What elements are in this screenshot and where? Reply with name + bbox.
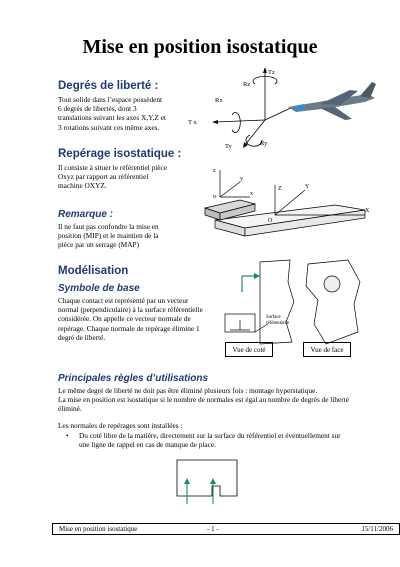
remarque-line: Il ne faut pas confondre la mise en (58, 222, 159, 231)
ty-label: Ty (225, 143, 232, 150)
piece-outline (177, 460, 237, 496)
principales-line: éliminé. (58, 404, 82, 414)
symbole-line: normal (perpendiculaire) à la surface référentielle (58, 305, 203, 315)
reperage-heading: Repérage isostatique : (58, 148, 182, 160)
page-title: Mise en position isostatique (82, 36, 318, 58)
modelisation-heading: Modélisation (58, 265, 129, 277)
remarque-heading: Remarque : (58, 209, 114, 220)
rappel-diagram (175, 458, 275, 506)
symbole-text (58, 296, 203, 342)
tz-label: Tz (268, 69, 275, 76)
vue-face-shape (306, 260, 360, 344)
z-big-label: Z (278, 186, 282, 192)
degres-heading: Degrés de liberté : (58, 80, 159, 92)
symbole-heading: Symbole de base (58, 283, 140, 294)
x-big-label: X (365, 208, 370, 214)
degres-line: 3 rotations suivant ces même axes. (58, 122, 160, 132)
principales-line: La mise en position est isostatique si le nombre de normales est égal au nombre de degrés de liberté (58, 395, 349, 405)
plane-icon (288, 82, 376, 120)
surface-label-2: référentielle (266, 321, 290, 326)
remarque-line: pièce par un serrage (MAP) (58, 240, 140, 250)
principales-text (58, 386, 393, 414)
symbole-line: Chaque contact est représenté par un vecteur (58, 296, 189, 305)
footer-page-number: - 1 - (207, 525, 219, 533)
symbole-line: degré de liberté. (58, 332, 106, 342)
bullet-icon: • (66, 431, 69, 440)
z-small-label: z (213, 168, 216, 174)
bullet-line: une ligne de rappel en cas de manque de place. (79, 440, 216, 450)
reperage-line: Oxyz par rapport au référentiel (58, 172, 149, 182)
degres-line: translations suivant les axes X,Y,Z et (58, 113, 166, 123)
reperage-line: machine OXYZ. (58, 181, 107, 191)
reperage-text (58, 163, 167, 191)
degres-text (58, 95, 166, 132)
rx-rotation-arc (232, 113, 240, 133)
surface-label-1: Surface (266, 315, 281, 320)
symbole-line: considérée. On appelle ce vecteur normale de (58, 314, 191, 324)
bullet-item (66, 431, 391, 449)
x-small-label: x (250, 191, 253, 197)
degres-line: 6 degrés de libertés, dont 3 (58, 104, 137, 114)
symbole-line: repérage. Chaque normale de repérage élimine 1 (58, 323, 200, 333)
footer-date: 15/11/2006 (361, 525, 393, 533)
degres-line: Tout solide dans l’espace possèdent (58, 95, 163, 104)
z-arrowhead (263, 67, 267, 73)
tx-label: T x (188, 119, 197, 126)
face-hole-icon (324, 276, 340, 292)
remarque-line: position (MIP) et le maintien de la (58, 231, 159, 241)
rz-label: Rz (243, 81, 251, 88)
rx-label: Rx (215, 97, 223, 104)
y-big-label: Y (305, 184, 310, 190)
vue-cote-shape (260, 260, 294, 344)
remarque-text (58, 222, 159, 250)
o-small-label: o (213, 194, 216, 200)
axes-diagram (188, 60, 380, 155)
footer-title: Mise en position isostatique (59, 525, 138, 533)
normale-arrows (184, 478, 216, 504)
reperage-line: Il consiste à situer le référentiel pièce (58, 163, 167, 172)
vue-face-label: Vue de face (303, 342, 351, 357)
bullet-line: Du coté libre de la matière, directement sur la surface du référentiel et éventuellement sur (79, 431, 341, 440)
principales-line: Le même degré de liberté ne doit pas être éliminé plusieurs fois : montage hyperstatique. (58, 386, 318, 395)
normale-arrow (242, 273, 260, 292)
page-footer (52, 523, 400, 535)
principales-heading: Principales règles d’utilisations (58, 373, 209, 384)
y-small-label: y (240, 176, 243, 182)
ry-label: Ry (260, 140, 268, 147)
reperage-diagram (195, 160, 385, 255)
installees-text: Les normales de repérages sont installées : (58, 421, 183, 430)
o-big-label: O (268, 218, 273, 224)
x-arrowhead (212, 120, 218, 124)
vue-cote-label: Vue de coté (225, 342, 273, 357)
